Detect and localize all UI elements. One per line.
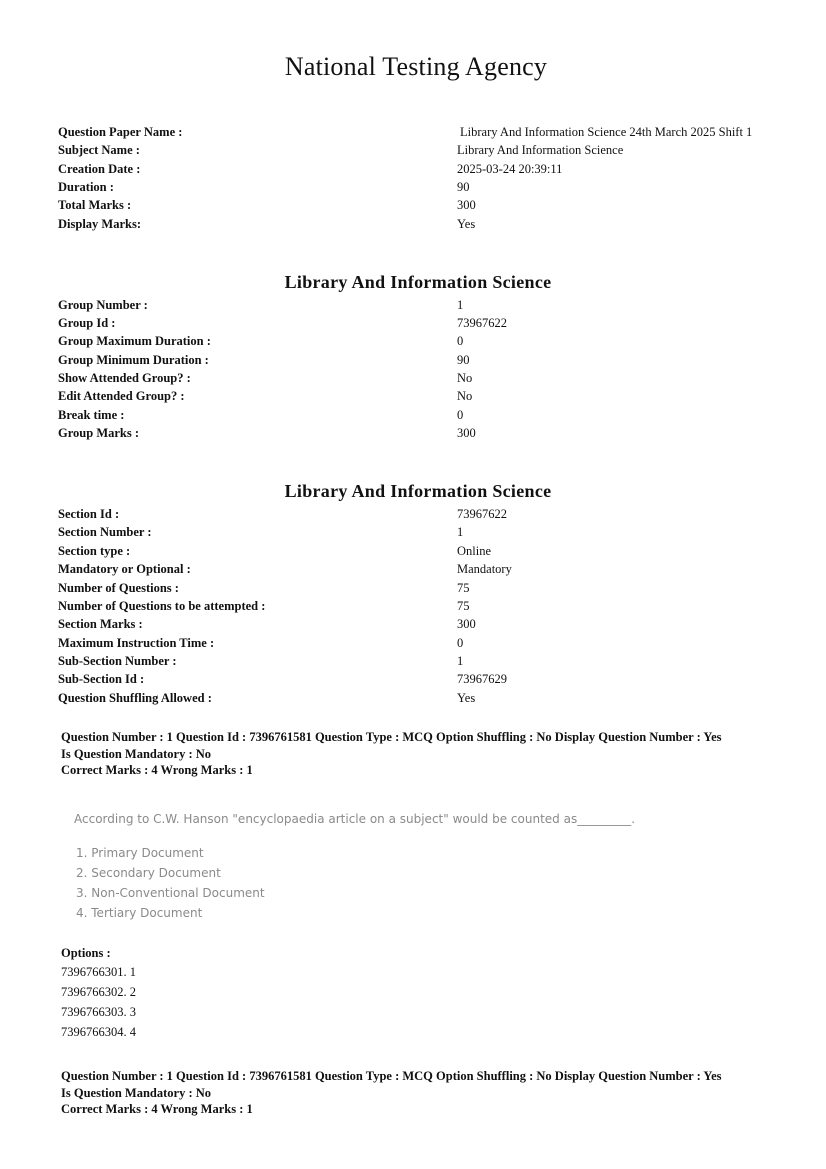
question-header — [61, 729, 781, 779]
section-row — [58, 579, 798, 597]
section-label: Number of Questions : — [58, 581, 179, 595]
section-value: 1 — [457, 654, 464, 668]
section-value: Mandatory — [457, 562, 512, 576]
section-heading: Library And Information Science — [284, 481, 552, 501]
detail-value: Library And Information Science — [457, 143, 624, 157]
detail-label: Total Marks : — [58, 198, 132, 212]
detail-value: 2025-03-24 20:39:11 — [457, 162, 563, 176]
group-value: 0 — [457, 408, 464, 422]
detail-value: Library And Information Science 24th March 2025 Shift 1 — [460, 125, 753, 139]
question-choice: 1. Primary Document — [76, 846, 204, 860]
section-row — [58, 689, 798, 707]
group-row — [58, 406, 798, 424]
group-value: No — [457, 371, 473, 385]
group-row — [58, 424, 798, 442]
group-value: 90 — [457, 353, 470, 367]
section-label: Section type : — [58, 544, 131, 558]
section-value: 73967622 — [457, 507, 507, 521]
section-label: Number of Questions to be attempted : — [58, 599, 266, 613]
section-row — [58, 597, 798, 615]
group-label: Group Id : — [58, 316, 116, 330]
section-row — [58, 634, 798, 652]
section-label: Maximum Instruction Time : — [58, 636, 215, 650]
group-heading: Library And Information Science — [284, 272, 552, 292]
section-value: 73967629 — [457, 672, 507, 686]
group-label: Group Marks : — [58, 426, 140, 440]
section-value: 1 — [457, 525, 464, 539]
question-mandatory-line: Is Question Mandatory : No — [61, 746, 212, 761]
group-value: 0 — [457, 334, 464, 348]
detail-value: Yes — [457, 217, 476, 231]
group-value: 73967622 — [457, 316, 507, 330]
group-row — [58, 314, 798, 332]
question-text: According to C.W. Hanson "encyclopaedia article on a subject" would be counted as_________. — [74, 812, 636, 826]
question-choice: 2. Secondary Document — [76, 866, 221, 880]
question-mandatory-line: Is Question Mandatory : No — [61, 1085, 212, 1100]
section-value: 0 — [457, 636, 464, 650]
group-value: 1 — [457, 298, 464, 312]
group-value: No — [457, 389, 473, 403]
detail-value: 90 — [457, 180, 470, 194]
question-meta-line: Question Number : 1 Question Id : 7396761581 Question Type : MCQ Option Shuffling : No Display Question Number : Yes — [61, 1069, 722, 1083]
group-label: Break time : — [58, 408, 125, 422]
detail-label: Question Paper Name : — [58, 125, 183, 139]
section-label: Section Id : — [58, 507, 120, 521]
question-marks-line: Correct Marks : 4 Wrong Marks : 1 — [61, 763, 253, 777]
page-title: National Testing Agency — [284, 52, 548, 81]
section-row — [58, 505, 798, 523]
detail-row — [58, 215, 798, 233]
detail-label: Subject Name : — [58, 143, 140, 157]
options-label: Options : — [61, 946, 111, 960]
group-label: Group Maximum Duration : — [58, 334, 211, 348]
question-meta-line: Question Number : 1 Question Id : 7396761581 Question Type : MCQ Option Shuffling : No Display Question Number : Yes — [61, 730, 722, 744]
option-item: 7396766301. 1 — [61, 965, 136, 979]
section-row — [58, 542, 798, 560]
section-label: Question Shuffling Allowed : — [58, 691, 212, 705]
detail-label: Display Marks: — [58, 217, 141, 231]
detail-row — [58, 141, 798, 159]
group-label: Group Minimum Duration : — [58, 353, 209, 367]
option-item: 7396766303. 3 — [61, 1005, 136, 1019]
section-label: Sub-Section Id : — [58, 672, 145, 686]
section-label: Mandatory or Optional : — [58, 562, 191, 576]
question-image — [66, 806, 666, 928]
option-item: 7396766304. 4 — [61, 1025, 136, 1039]
section-row — [58, 615, 798, 633]
section-row — [58, 670, 798, 688]
group-label: Show Attended Group? : — [58, 371, 191, 385]
group-value: 300 — [457, 426, 476, 440]
section-label: Section Marks : — [58, 617, 143, 631]
question-header — [61, 1068, 781, 1118]
group-row — [58, 369, 798, 387]
section-label: Sub-Section Number : — [58, 654, 177, 668]
question-choice: 3. Non-Conventional Document — [76, 886, 265, 900]
detail-row — [58, 123, 798, 141]
group-row — [58, 296, 798, 314]
section-value: 75 — [457, 581, 470, 595]
question-choice: 4. Tertiary Document — [76, 906, 203, 920]
detail-value: 300 — [457, 198, 476, 212]
group-label: Group Number : — [58, 298, 148, 312]
detail-label: Creation Date : — [58, 162, 141, 176]
detail-label: Duration : — [58, 180, 114, 194]
section-label: Section Number : — [58, 525, 152, 539]
detail-row — [58, 178, 798, 196]
option-item: 7396766302. 2 — [61, 985, 136, 999]
detail-row — [58, 160, 798, 178]
section-value: 75 — [457, 599, 470, 613]
section-row — [58, 523, 798, 541]
section-row — [58, 560, 798, 578]
section-value: Yes — [457, 691, 476, 705]
section-value: 300 — [457, 617, 476, 631]
group-label: Edit Attended Group? : — [58, 389, 185, 403]
detail-row — [58, 196, 798, 214]
group-row — [58, 351, 798, 369]
group-row — [58, 387, 798, 405]
section-value: Online — [457, 544, 492, 558]
question-marks-line: Correct Marks : 4 Wrong Marks : 1 — [61, 1102, 253, 1116]
section-row — [58, 652, 798, 670]
group-row — [58, 332, 798, 350]
